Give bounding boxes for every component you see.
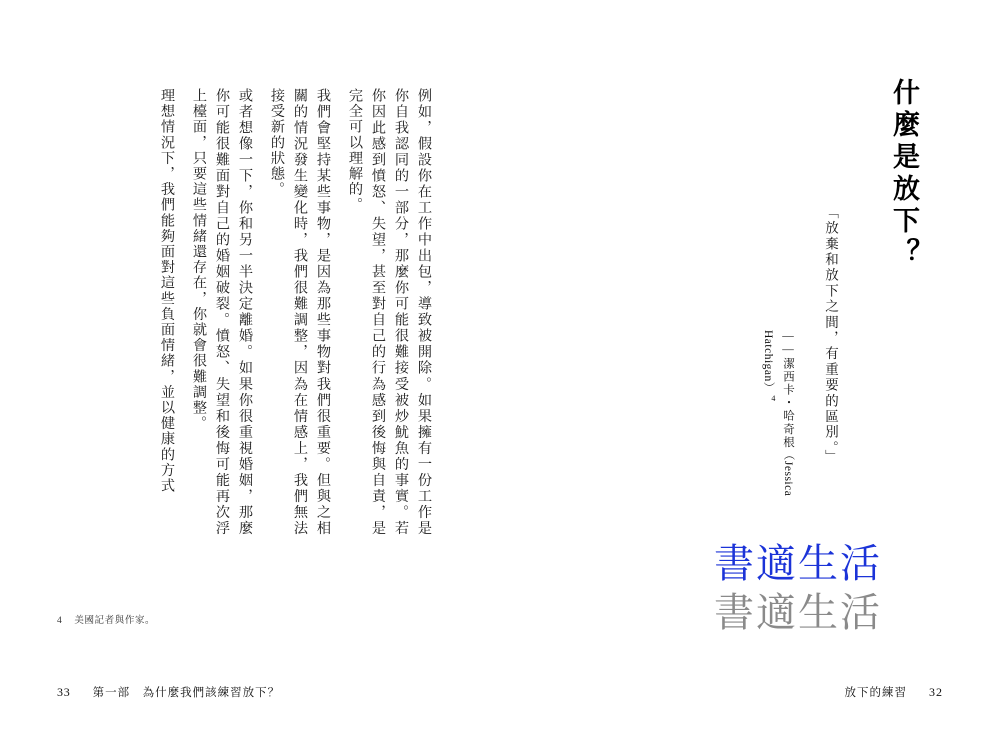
left-page-body-text [55,88,435,548]
body-column-2: 我們會堅持某些事物，是因為那些事物對我們很重要。但與之相關的情況發生變化時，我們很難調整，因為在情感上，我們無法接受新的狀態。 [269,88,331,536]
attribution-name: ——潔西卡・哈奇根 [782,330,794,449]
footnote [57,612,155,626]
right-page-number: 32 [929,685,943,699]
publisher-logo [714,540,974,638]
logo-primary-line: 書適生活 [714,541,882,586]
attribution-latin-name: （Jessica Hatchigan） [762,330,794,497]
logo-secondary-line: 書適生活 [714,589,882,635]
right-page-running-head: 放下的練習 [844,687,907,699]
left-page-footer [57,684,280,700]
right-page [500,0,1000,742]
footnote-text: 美國記者與作家。 [74,616,156,626]
left-page-running-head: 第一部 為什麼我們該練習放下？ [92,687,281,699]
attribution-footnote-ref: 4 [768,393,778,405]
left-page-number: 33 [57,685,71,699]
epigraph-quote: 「放棄和放下之間，有重要的區別。」 [823,205,838,466]
body-column-3: 或者想像一下，你和另一半決定離婚。如果你很重視婚姻，那麼你可能很難面對自己的婚姻破裂。憤怒、失望和後悔可能再次浮上檯面，只要這些情緒還存在，你就會很難調整。 [191,88,253,536]
body-column-4: 理想情況下，我們能夠面對這些負面情緒，並以健康的方式 [159,88,175,494]
footnote-number: 4 [57,616,63,626]
epigraph-attribution [762,330,800,550]
chapter-title: 什麼是放下？ [889,78,919,270]
body-column-1: 例如，假設你在工作中出包，導致被開除。如果擁有一份工作是你自我認同的一部分，那麼你可能很難接受被炒魷魚的事實。若你因此感到憤怒、失望，甚至對自己的行為感到後悔與自責，是完全可以理解的。 [347,88,432,536]
right-page-footer [845,684,944,700]
